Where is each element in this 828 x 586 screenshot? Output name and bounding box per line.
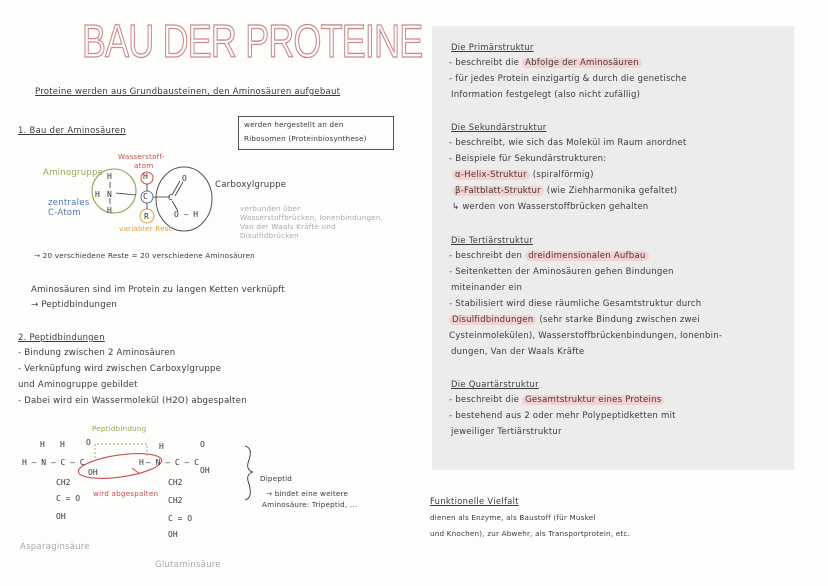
atom-r: R (144, 212, 149, 221)
tertiaer-l3: miteinander ein (451, 283, 523, 293)
pep-oh2: OH (200, 466, 210, 475)
label-zentral1: zentrales (48, 198, 90, 208)
intro-text: Proteine werden aus Grundbausteinen, den Aminosäuren aufgebaut (35, 87, 341, 97)
sekundaer-l2: - Beispiele für Sekundärstrukturen: (449, 154, 607, 164)
quartaer-l2: - bestehend aus 2 oder mehr Polypeptidketten mit (449, 411, 676, 421)
label-verb3: Van der Waals Kräfte und (240, 222, 336, 231)
primaer-l1 (449, 58, 642, 68)
label-rest: variabler Rest (119, 224, 172, 233)
sekundaer-l4b: (wie Ziehharmonika gefaltet) (543, 186, 678, 196)
sekundaer-l3a: α-Helix-Struktur (452, 170, 530, 180)
sekundaer-l4a: β-Faltblatt-Struktur (452, 186, 544, 196)
pep-ch2-3: CH2 (168, 496, 183, 505)
pep-h2: H (60, 440, 65, 449)
sekundaer-l1: - beschreibt, wie sich das Molekül im Raum anordnet (449, 138, 687, 148)
label-aminogruppe: Aminogruppe (43, 168, 104, 178)
sekundaer-l3 (452, 170, 594, 180)
label-wasserstoff2: atom (134, 161, 154, 170)
quartaer-heading: Die Quartärstruktur (451, 379, 539, 389)
primaer-heading: Die Primärstruktur (451, 42, 534, 52)
section2-line3: und Aminogruppe gebildet (18, 380, 138, 390)
atom-h-top: H (107, 172, 112, 181)
section1-heading: 1. Bau der Aminosäuren (18, 125, 126, 135)
tertiaer-l5 (449, 315, 700, 325)
atom-h-right: H (143, 172, 148, 181)
peptid-text: → Peptidbindungen (31, 300, 117, 310)
pep-oh1: OH (88, 468, 98, 477)
label-verb1: verbunden über (240, 204, 301, 213)
label-verb2: Wasserstoffbrücken, Ionenbindungen, (240, 213, 384, 222)
sekundaer-heading: Die Sekundärstruktur (451, 122, 547, 132)
sekundaer-l3b: (spiralförmig) (529, 170, 594, 180)
section2-line4: - Dabei wird ein Wassermolekül (H2O) abgespalten (18, 396, 247, 406)
box-line1: werden hergestellt an den (244, 120, 344, 129)
pep-co1: C = O (56, 494, 81, 503)
atom-h-bottom: H (107, 206, 112, 215)
pep-chain2: – N – C – C (146, 458, 199, 467)
atom-c: C (143, 192, 148, 201)
atom-h-left: H (95, 190, 100, 199)
pep-oh4: OH (168, 530, 178, 539)
section2-heading: 2. Peptidbindungen (18, 332, 105, 342)
weitere1-label: → bindet eine weitere (266, 489, 349, 498)
abgespalten-label: wird abgespalten (93, 489, 159, 498)
tertiaer-heading: Die Tertiärstruktur (451, 235, 534, 245)
atom-oh: O – H (174, 210, 199, 219)
primaer-l3: Information festgelegt (also nicht zufällig) (451, 90, 641, 100)
pep-h3: H (159, 442, 164, 451)
pep-co2: C = O (168, 514, 193, 523)
label-verb4: Disulfidbrücken (240, 231, 299, 240)
pep-ch2-1: CH2 (56, 478, 71, 487)
reste-text: → 20 verschiedene Reste = 20 verschiedene Aminosäuren (34, 251, 255, 260)
tertiaer-l2: - Seitenketten der Aminosäuren gehen Bindungen (449, 267, 674, 277)
pep-chain1: H – N – C – C (22, 458, 85, 467)
section2-line2: - Verknüpfung wird zwischen Carboxylgruppe (18, 364, 222, 374)
tertiaer-l1b: dreidimensionalen Aufbau (525, 251, 648, 261)
funktionell-heading: Funktionelle Vielfalt (430, 496, 519, 506)
primaer-l2: - für jedes Protein einzigartig & durch die genetische (449, 74, 687, 84)
label-carboxyl: Carboxylgruppe (215, 180, 287, 190)
dipeptid-label: Dipeptid (260, 474, 293, 483)
atom-c2: C (168, 193, 173, 202)
label-zentral2: C-Atom (48, 208, 81, 218)
sekundaer-l4 (452, 186, 677, 196)
glu-label: Glutaminsäure (155, 560, 221, 570)
atom-double-o: O (182, 174, 187, 183)
tertiaer-l6: Cysteinmolekülen), Wasserstoffbrückenbindungen, Ionenbin- (449, 331, 723, 341)
pep-h4: H (139, 458, 144, 467)
pep-o2: O (200, 440, 205, 449)
section2-line1: - Bindung zwischen 2 Aminosäuren (18, 348, 176, 358)
primaer-l1a: - beschreibt die (449, 58, 523, 68)
label-wasserstoff1: Wasserstoff- (118, 152, 165, 161)
weitere2-label: Aminosäure: Tripeptid, ... (262, 500, 358, 509)
pep-o1: O (86, 438, 91, 447)
tertiaer-l1 (449, 251, 649, 261)
sekundaer-l5: ↳ werden von Wasserstoffbrücken gehalten (452, 202, 649, 212)
tertiaer-l5b: (sehr starke Bindung zwischen zwei (536, 315, 700, 325)
ketten-text: Aminosäuren sind im Protein zu langen Ketten verknüpft (31, 285, 285, 295)
quartaer-l3: jeweiliger Tertiärstruktur (451, 427, 562, 437)
tertiaer-l1a: - beschreibt den (449, 251, 526, 261)
atom-n: N (107, 190, 112, 199)
pep-oh3: OH (56, 512, 66, 521)
tertiaer-l5a: Disulfidbindungen (449, 315, 536, 325)
pep-h1: H (40, 440, 45, 449)
primaer-l1b: Abfolge der Aminosäuren (522, 58, 642, 68)
quartaer-l1a: - beschreibt die (449, 395, 523, 405)
tertiaer-l4: - Stabilisiert wird diese räumliche Gesamtstruktur durch (449, 299, 702, 309)
peptide-diagram (15, 418, 275, 538)
tertiaer-l7: dungen, Van der Waals Kräfte (451, 347, 585, 357)
pep-ch2-2: CH2 (168, 478, 183, 487)
funktionell-l1: dienen als Enzyme, als Baustoff (für Muskel (430, 513, 596, 522)
quartaer-l1b: Gesamtstruktur eines Proteins (522, 395, 664, 405)
peptidbindung-label: Peptidbindung (92, 424, 147, 433)
quartaer-l1 (449, 395, 664, 405)
page-title: BAU DER PROTEINE (82, 15, 423, 67)
asp-label: Asparaginsäure (20, 542, 90, 552)
funktionell-l2: und Knochen), zur Abwehr, als Transportprotein, etc. (430, 529, 631, 538)
box-line2: Ribosomen (Proteinbiosynthese) (244, 134, 367, 143)
